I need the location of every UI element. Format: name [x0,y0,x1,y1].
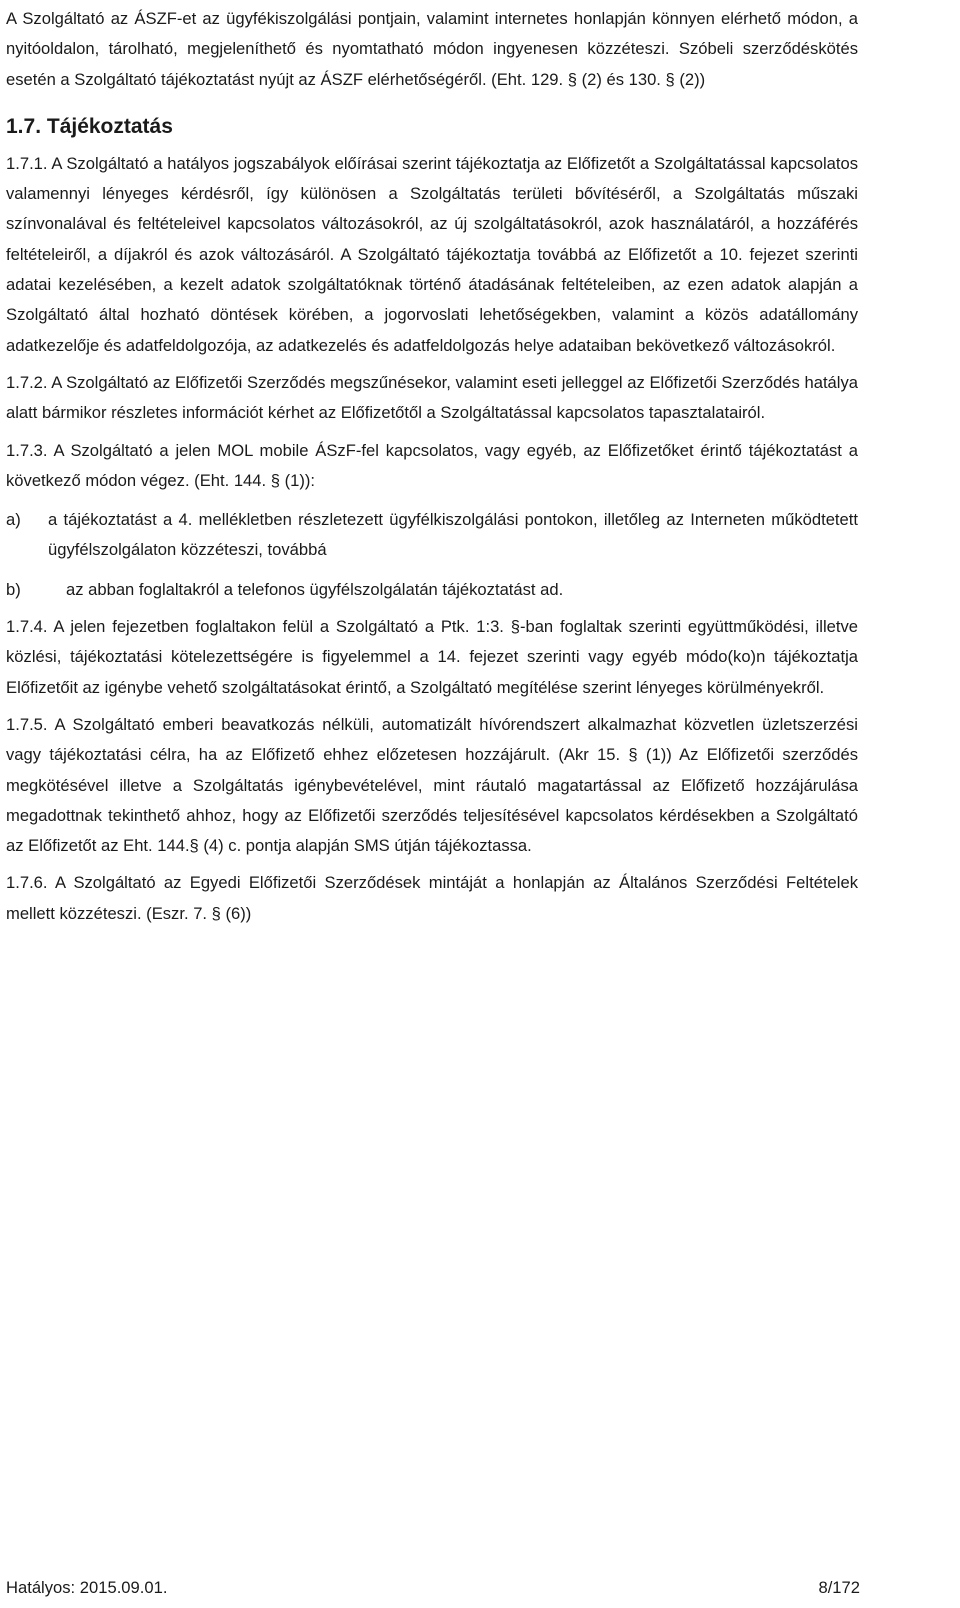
page-footer [6,1574,860,1602]
paragraph-1-7-3: 1.7.3. A Szolgáltató a jelen MOL mobile ÁSzF-fel kapcsolatos, vagy egyéb, az Előfizetőket érintő tájékoztatást a következő módon végez. (Eht. 144. § (1)): [6,440,858,490]
intro-paragraph: A Szolgáltató az ÁSZF-et az ügyfékiszolgálási pontjain, valamint internetes honlapján könnyen elérhető módon, a nyitóoldalon, tárolható, megjeleníthető és nyomtatható módon ingyenesen közzéteszi. Szóbeli szerződéskötés esetén a Szolgáltató tájékoztatást nyújt az ÁSZF elérhetőségéről. (Eht. 129. § (2) és 130. § (2)) [6,9,858,89]
paragraph-1-7-6: 1.7.6. A Szolgáltató az Egyedi Előfizetői Szerződések mintáját a honlapján az Általános Szerződési Feltételek mellett közzéteszi. (Eszr. 7. § (6)) [6,873,858,923]
list-text-a: a tájékoztatást a 4. mellékletben részletezett ügyfélkiszolgálási pontokon, illetőleg az Interneten működtetett ügyfélszolgálaton közzéteszi, továbbá [48,510,858,560]
list-marker-a: a) [6,510,21,530]
effective-date: Hatályos: 2015.09.01. [6,1578,168,1597]
list-marker-b: b) [6,579,21,599]
page-number: 8/172 [818,1578,860,1597]
paragraph-1-7-4: 1.7.4. A jelen fejezetben foglaltakon felül a Szolgáltató a Ptk. 1:3. §-ban foglaltak szerinti együttműködési, illetve közlési, tájékoztatási kötelezettségére is figyelemmel a 14. fejezet szerinti vagy egyéb módo(ko)n tájékoztatja Előfizetőit az igénybe vehető szolgáltatásokat érintő, a Szolgáltató megítélése szerint lényeges körülményekről. [6,617,858,697]
list-text-b: az abban foglaltakról a telefonos ügyfélszolgálatán tájékoztatást ad. [66,579,564,599]
document-page [6,4,858,929]
paragraph-1-7-2: 1.7.2. A Szolgáltató az Előfizetői Szerződés megszűnésekor, valamint eseti jelleggel az Előfizetői Szerződés hatálya alatt bármikor részletes információt kérhet az Előfizetőtől a Szolgáltatással kapcsolatos tapasztalatairól. [6,372,858,423]
section-heading: 1.7. Tájékoztatás [6,114,173,138]
list-item-a [6,505,858,566]
paragraph-1-7-1: 1.7.1. A Szolgáltató a hatályos jogszabályok előírásai szerint tájékoztatja az Előfizetőt a Szolgáltatással kapcsolatos valamennyi lényeges kérdésről, így különösen a Szolgáltatás területi bővítéséről, a Szolgáltatás műszaki színvonalával és feltételeivel kapcsolatos változásokról, az új szolgáltatásokról, azok használatáról, a hozzáférés feltételeiről, a díjakról és azok változásáról. A Szolgáltató tájékoztatja továbbá az Előfizetőt a 10. fejezet szerinti adatai kezelésében, a kezelt adatok szolgáltatóknak történő átadásának feltételeiben, az ezen adatok alapján a Szolgáltató által hozható döntések körében, a jogorvoslati lehetőségekben, valamint a közös adatállomány adatkezelője és adatfeldolgozója, az adatkezelés és adatfeldolgozás helye adataiban bekövetkező változásokról. [6,153,858,355]
list-item-b [6,575,858,605]
paragraph-1-7-5: 1.7.5. A Szolgáltató emberi beavatkozás nélküli, automatizált hívórendszert alkalmazhat közvetlen üzletszerzési vagy tájékoztatási célra, ha az Előfizető ehhez előzetesen hozzájárult. (Akr 15. § (1)) Az Előfizetői szerződés megkötésével illetve a Szolgáltatás igénybevételével, mint ráutaló magatartással az Előfizető hozzájárulása megadottnak tekinthető ahhoz, hogy az Előfizetői szerződés teljesítésével kapcsolatos kérdésekben a Szolgáltató az Előfizetőt az Eht. 144.§ (4) c. pontja alapján SMS útján tájékoztassa. [6,714,858,856]
